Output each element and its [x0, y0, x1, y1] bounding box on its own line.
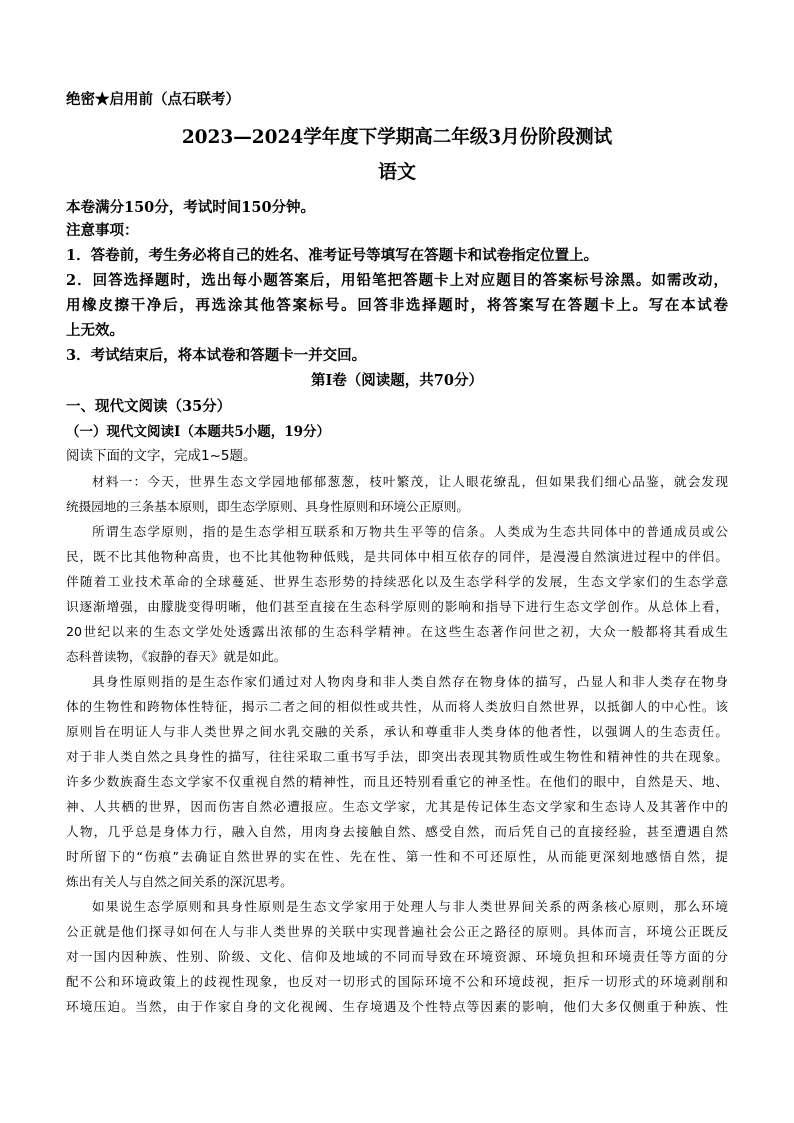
passage-line: 统摄园地的三条基本原则，即生态学原则、具身性原则和环境公正原则。: [66, 499, 469, 514]
passage-line: 如果说生态学原则和具身性原则是生态文学家用于处理人与非人类世界间关系的两条核心原则，那么环境: [92, 899, 728, 914]
passage-line: 所谓生态学原则，指的是生态学相互联系和万物共生平等的信条。人类成为生态共同体中的普通成员或公: [92, 524, 728, 539]
notice-item: 2．回答选择题时，选出每小题答案后，用铅笔把答题卡上对应题目的答案标号涂黑。如需改动，: [66, 272, 728, 289]
passage-line: 炼出有关人与自然之间关系的深沉思考。: [66, 874, 293, 889]
score-line: 本卷满分150分，考试时间150分钟。: [66, 199, 316, 216]
notice-heading: 注意事项：: [66, 222, 139, 239]
passage-line: 人物，几乎总是身体力行，融入自然，用肉身去接触自然、感受自然，而后凭自己的直接经验，甚至遭遇自然: [66, 824, 728, 839]
passage-line: 具身性原则指的是生态作家们通过对人物肉身和非人类自然存在物身体的描写，凸显人和非人类存在物身: [92, 674, 728, 689]
passage-line: 公正就是他们探寻如何在人与非人类世界的关联中实现普遍社会公正之路径的原则。具体而言，环境公正既反: [66, 924, 728, 939]
secret-label: 绝密★启用前（点石联考）: [66, 91, 240, 108]
sub-section-title: （一）现代文阅读Ⅰ（本题共5小题，19分）: [66, 424, 330, 440]
passage-line: 环境压迫。当然，由于作家自身的文化视阈、生存境遇及个性特点等因素的影响，他们大多仅侧重于种族、性: [66, 999, 728, 1014]
notice-item: 用橡皮擦干净后，再选涂其他答案标号。回答非选择题时，将答案写在答题卡上。写在本试卷: [66, 297, 728, 314]
subject-title: 语文: [377, 161, 416, 183]
passage-line: 原则旨在明证人与非人类世界之间水乳交融的关系，承认和尊重非人类身体的他者性，以强调人的生态责任。: [66, 724, 728, 739]
part-title: 一、现代文阅读（35分）: [66, 398, 232, 415]
notice-item: 1．答卷前，考生务必将自己的姓名、准考证号等填写在答题卡和试卷指定位置上。: [66, 247, 599, 264]
volume-title: 第Ⅰ卷（阅读题，共70分）: [311, 372, 483, 389]
notice-item: 3．考试结束后，将本试卷和答题卡一并交回。: [66, 347, 367, 364]
passage-line: 对于非人类自然之具身性的描写，往往采取二重书写手法，即突出表现其物质性或生物性和精神性的共在现象。: [66, 749, 728, 764]
passage-line: 许多少数族裔生态文学家不仅重视自然的精神性，而且还特别看重它的神圣性。在他们的眼中，自然是天、地、: [66, 774, 728, 789]
passage-line: 对一国内因种族、性别、阶级、文化、信仰及地域的不同而导致在环境资源、环境负担和环境责任等方面的分: [66, 949, 728, 964]
passage-line: 识逐渐增强，由朦胧变得明晰，他们甚至直接在生态科学原则的影响和指导下进行生态文学创作。从总体上看，: [66, 599, 728, 614]
passage-line: 体的生物性和跨物体性特征，揭示二者之间的相似性或共性，从而将人类放归自然世界，以抵御人的中心性。该: [66, 699, 728, 714]
passage-line: 伴随着工业技术革命的全球蔓延、世界生态形势的持续恶化以及生态学科学的发展，生态文学家们的生态学意: [66, 574, 728, 589]
passage-line: 神、人共栖的世界，因而伤害自然必遭报应。生态文学家，尤其是传记体生态文学家和生态诗人及其著作中的: [66, 799, 728, 814]
passage-line: 材料一：今天，世界生态文学园地郁郁葱葱，枝叶繁茂，让人眼花缭乱，但如果我们细心品鉴，就会发现: [92, 474, 728, 489]
passage-line: 态科普读物，《寂静的春天》就是如此。: [66, 649, 287, 664]
notice-item: 上无效。: [66, 322, 124, 339]
passage-line: 配不公和环境政策上的歧视性现象，也反对一切形式的国际环境不公和环境歧视，拒斥一切形式的环境剥削和: [66, 974, 728, 989]
exam-title: 2023—2024学年度下学期高二年级3月份阶段测试: [181, 127, 613, 148]
reading-prompt: 阅读下面的文字，完成1~5题。: [66, 448, 257, 464]
passage-line: 时所留下的“伤痕”去确证自然世界的实在性、先在性、第一性和不可还原性，从而能更深刻地感悟自然，提: [66, 849, 728, 864]
passage-line: 20世纪以来的生态文学处处透露出浓郁的生态科学精神。在这些生态著作问世之初，大众一般都将其看成生: [66, 624, 728, 639]
passage-line: 民，既不比其他物种高贵，也不比其他物种低贱，是共同体中相互依存的同伴，是漫漫自然演进过程中的伴侣。: [66, 549, 728, 564]
